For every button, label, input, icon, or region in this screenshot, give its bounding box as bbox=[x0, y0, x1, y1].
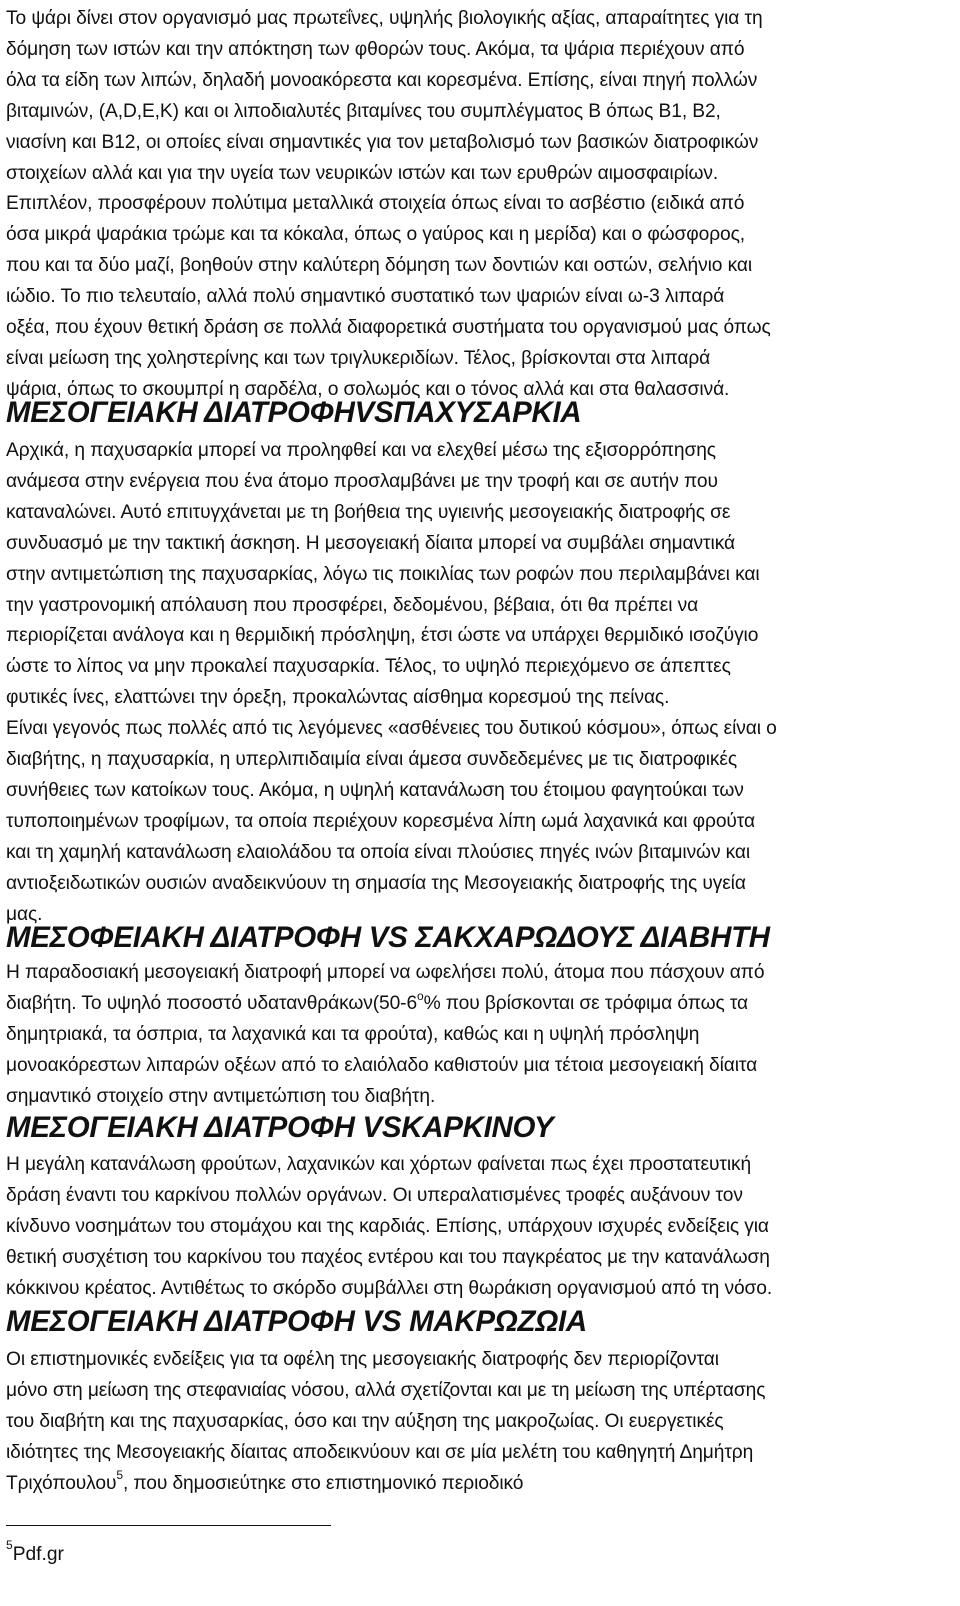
text-line: την γαστρονομική απόλαυση που προσφέρει, δεδομένου, βέβαια, ότι θα πρέπει να bbox=[6, 594, 699, 616]
text-line bbox=[6, 1469, 765, 1500]
text-line: τυποποιημένων τροφίμων, τα οποία περιέχουν κορεσμένα λίπη ωμά λαχανικά και φρούτα bbox=[6, 810, 755, 832]
text-line: διαβήτης, η παχυσαρκία, η υπερλιπιδαιμία είναι άμεσα συνδεδεμένες με τις διατροφικές bbox=[6, 749, 738, 771]
text-line: δημητριακά, τα όσπρια, τα λαχανικά και τα φρούτα), καθώς και η υψηλή πρόσληψη bbox=[6, 1023, 700, 1045]
text-line: συνήθειες των κατοίκων τους. Ακόμα, η υψηλή κατανάλωση του έτοιμου φαγητούκαι των bbox=[6, 779, 744, 801]
text-line: νιασίνη και Β12, οι οποίες είναι σημαντικές για τον μεταβολισμό των βασικών διατροφικών bbox=[6, 131, 759, 153]
text-line: αντιοξειδωτικών ουσιών αναδεικνύουν τη σημασία της Μεσογειακής διατροφής της υγεία bbox=[6, 872, 746, 894]
text-fragment: % που βρίσκονται σε τρόφιμα όπως τα bbox=[423, 992, 749, 1014]
text-line: είναι μείωση της χοληστερίνης και των τριγλυκεριδίων. Τέλος, βρίσκονται στα λιπαρά bbox=[6, 347, 711, 369]
text-line: δράση έναντι του καρκίνου πολλών οργάνων. Οι υπεραλατισμένες τροφές αυξάνουν τον bbox=[6, 1184, 743, 1206]
text-line: που και τα δύο μαζί, βοηθούν στην καλύτερη δόμηση των δοντιών και οστών, σελήνιο και bbox=[6, 255, 753, 277]
text-line: δόμηση των ιστών και την απόκτηση των φθορών τους. Ακόμα, τα ψάρια περιέχουν από bbox=[6, 38, 745, 60]
text-line: στην αντιμετώπιση της παχυσαρκίας, λόγω τις ποικιλίας των ροφών που περιλαμβάνει και bbox=[6, 563, 760, 585]
text-fragment: Τριχόπουλου bbox=[6, 1472, 117, 1494]
footnote-number: 5 bbox=[6, 1537, 13, 1552]
text-line: στοιχείων αλλά και για την υγεία των νευρικών ιστών και των ερυθρών αιμοσφαιρίων. bbox=[6, 162, 719, 184]
footnote-text: Pdf.gr bbox=[12, 1544, 64, 1565]
text-line: κόκκινου κρέατος. Αντιθέτως το σκόρδο συμβάλλει στη θωράκιση οργανισμού από τη νόσο. bbox=[6, 1277, 773, 1299]
text-fragment: , που δημοσιεύτηκε στο επιστημονικό περιοδικό bbox=[122, 1472, 524, 1494]
text-line: καταναλώνει. Αυτό επιτυγχάνεται με τη βοήθεια της υγιεινής μεσογειακής διατροφής σε bbox=[6, 501, 731, 523]
obesity-paragraph bbox=[6, 436, 777, 931]
text-line: μονοακόρεστων λιπαρών οξέων από το ελαιόλαδο καθιστούν μια τέτοια μεσογειακή δίαιτα bbox=[6, 1054, 758, 1076]
text-line: Οι επιστημονικές ενδείξεις για τα οφέλη της μεσογειακής διατροφής δεν περιορίζονται bbox=[6, 1349, 719, 1370]
text-line: του διαβήτη και της παχυσαρκίας, όσο και την αύξηση της μακροζωίας. Οι ευεργετικές bbox=[6, 1410, 724, 1432]
section-heading-cancer: ΜΕΣΟΓΕΙΑΚΗ ΔΙΑΤΡΟΦΗ VSKΑΡΚΙΝΟΥ bbox=[6, 1111, 554, 1144]
superscript: ο bbox=[417, 988, 424, 1003]
text-line: ανάμεσα στην ενέργεια που ένα άτομο προσλαμβάνει με την τροφή και σε αυτήν που bbox=[6, 470, 718, 492]
section-heading-diabetes: ΜΕΣΟΦΕΙΑΚΗ ΔΙΑΤΡΟΦΗ VS ΣΑΚΧΑΡΩΔΟΥΣ ΔΙΑΒΗΤΗ bbox=[6, 921, 770, 954]
intro-paragraph bbox=[6, 4, 771, 406]
text-line: ώστε το λίπος να μην προκαλεί παχυσαρκία. Τέλος, το υψηλό περιεχόμενο σε άπεπτες bbox=[6, 656, 731, 678]
text-line: Η μεγάλη κατανάλωση φρούτων, λαχανικών και χόρτων φαίνεται πως έχει προστατευτική bbox=[6, 1154, 752, 1175]
text-line: κίνδυνο νοσημάτων του στομάχου και της καρδιάς. Επίσης, υπάρχουν ισχυρές ενδείξεις για bbox=[6, 1215, 769, 1237]
section-heading-obesity: ΜΕΣΟΓΕΙΑΚΗ ΔΙΑΤΡΟΦΗVSΠΑΧΥΣΑΡΚΙΑ bbox=[6, 396, 582, 429]
cancer-paragraph bbox=[6, 1150, 772, 1305]
text-line: Επιπλέον, προσφέρουν πολύτιμα μεταλλικά στοιχεία όπως είναι το ασβέστιο (ειδικά από bbox=[6, 193, 745, 215]
text-line: σημαντικό στοιχείο στην αντιμετώπιση του διαβήτη. bbox=[6, 1085, 436, 1107]
text-line: ιώδιο. Το πιο τελευταίο, αλλά πολύ σημαντικό συστατικό των ψαριών είναι ω-3 λιπαρά bbox=[6, 286, 725, 308]
text-line bbox=[6, 989, 764, 1020]
text-line: όσα μικρά ψαράκια τρώμε και τα κόκαλα, όπως ο γαύρος και η μερίδα) και ο φώσφορος, bbox=[6, 224, 745, 246]
text-line: ιδιότητες της Μεσογειακής δίαιτας αποδεικνύουν και σε μία μελέτη του καθηγητή Δημήτρη bbox=[6, 1441, 754, 1463]
text-line: βιταμινών, (A,D,E,K) και οι λιποδιαλυτές βιταμίνες του συμπλέγματος Β όπως Β1, Β2, bbox=[6, 100, 721, 122]
text-line: φυτικές ίνες, ελαττώνει την όρεξη, προκαλώντας αίσθημα κορεσμού της πείνας. bbox=[6, 687, 670, 709]
text-line: Είναι γεγονός πως πολλές από τις λεγόμενες «ασθένειες του δυτικού κόσμου», όπως είναι ο bbox=[6, 718, 777, 740]
diabetes-paragraph bbox=[6, 958, 764, 1113]
text-line: ψάρια, όπως το σκουμπρί η σαρδέλα, ο σολωμός και ο τόνος αλλά και στα θαλασσινά. bbox=[6, 378, 730, 400]
footnote bbox=[6, 1537, 64, 1568]
text-line: οξέα, που έχουν θετική δράση σε πολλά διαφορετικά συστήματα του οργανισμού μας όπως bbox=[6, 317, 771, 339]
footnote-reference: 5 bbox=[116, 1468, 123, 1483]
text-line: Το ψάρι δίνει στον οργανισμό μας πρωτεΐνες, υψηλής βιολογικής αξίας, απαραίτητες για τη bbox=[6, 8, 763, 29]
text-line: Αρχικά, η παχυσαρκία μπορεί να προληφθεί και να ελεχθεί μέσω της εξισορρόπησης bbox=[6, 440, 716, 461]
text-fragment: διαβήτη. Το υψηλό ποσοστό υδατανθράκων(50-6 bbox=[6, 992, 418, 1014]
text-line: περιορίζεται ανάλογα και η θερμιδική πρόσληψη, έτσι ώστε να υπάρχει θερμιδικό ισοζύγιο bbox=[6, 625, 759, 647]
text-line: μόνο στη μείωση της στεφανιαίας νόσου, αλλά σχετίζονται και με τη μείωση της υπέρτασης bbox=[6, 1379, 766, 1401]
text-line: συνδυασμό με την τακτική άσκηση. Η μεσογειακή δίαιτα μπορεί να συμβάλει σημαντικά bbox=[6, 532, 735, 554]
text-line: θετική συσχέτιση του καρκίνου του παχέος εντέρου και του παγκρέατος με την κατανάλωση bbox=[6, 1246, 770, 1268]
footnote-separator bbox=[6, 1525, 331, 1526]
text-line: Η παραδοσιακή μεσογειακή διατροφή μπορεί να ωφελήσει πολύ, άτομα που πάσχουν από bbox=[6, 962, 765, 983]
longevity-paragraph bbox=[6, 1345, 765, 1500]
text-line: μας. bbox=[6, 903, 43, 925]
text-line: όλα τα είδη των λιπών, δηλαδή μονοακόρεστα και κορεσμένα. Επίσης, είναι πηγή πολλών bbox=[6, 69, 758, 91]
section-heading-longevity: ΜΕΣΟΓΕΙΑΚΗ ΔΙΑΤΡΟΦΗ VS ΜΑΚΡΩΖΩΙΑ bbox=[6, 1305, 587, 1338]
text-line: και τη χαμηλή κατανάλωση ελαιολάδου τα οποία είναι πλούσιες πηγές ινών βιταμινών και bbox=[6, 841, 751, 863]
